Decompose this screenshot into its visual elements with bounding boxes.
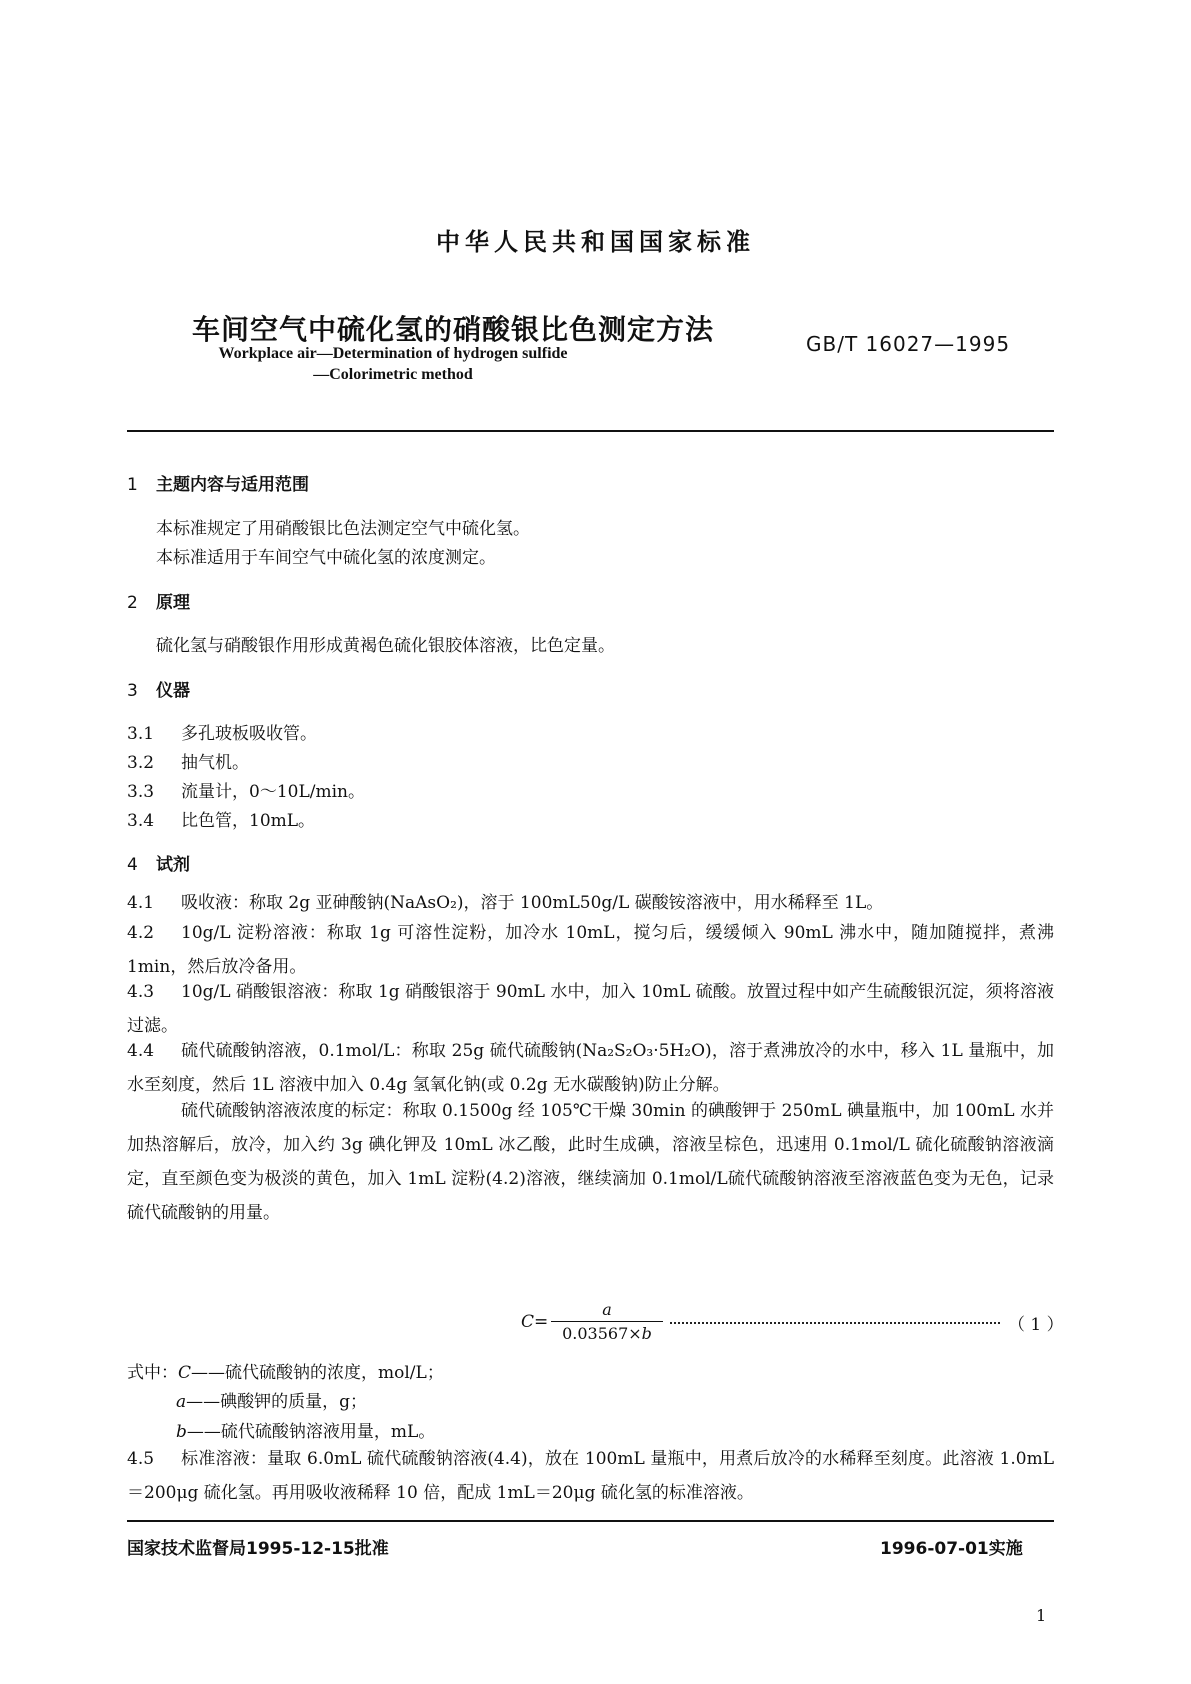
- item-text: 标准溶液：量取 6.0mL 硫代硫酸钠溶液(4.4)，放在 100mL 量瓶中，用煮后放冷的水稀释至刻度。此溶液 1.0mL＝200μg 硫化氢。再用吸收液稀释 10 倍，配成 1mL＝20μg 硫化氢的标准溶液。: [127, 1449, 1054, 1503]
- symbol-description: ——硫代硫酸钠溶液用量，mL。: [186, 1422, 436, 1442]
- item-number: 4.5: [127, 1449, 155, 1469]
- item-number: 3.4: [127, 811, 155, 831]
- paragraph: 本标准规定了用硝酸银比色法测定空气中硫化氢。: [156, 519, 530, 539]
- approval-info: 国家技术监督局1995-12-15批准: [127, 1539, 389, 1559]
- where-row: [127, 1358, 444, 1383]
- clause-4-3: [127, 975, 1054, 1043]
- document-title: 车间空气中硫化氢的硝酸银比色测定方法: [192, 313, 715, 346]
- english-title-line-2: —Colorimetric method: [313, 366, 473, 383]
- item-text: 多孔玻板吸收管。: [181, 724, 317, 744]
- header-rule: [127, 430, 1054, 432]
- section-title: 仪器: [156, 681, 190, 701]
- formula-denominator: [551, 1322, 663, 1343]
- item-number: 3.2: [127, 753, 155, 773]
- denominator-variable: b: [641, 1324, 652, 1343]
- list-item: [127, 748, 249, 773]
- clause-4-1: [127, 886, 1054, 920]
- standard-category-title: 中华人民共和国国家标准: [436, 228, 755, 256]
- clause-4-2: [127, 916, 1054, 984]
- item-text: 10g/L 淀粉溶液：称取 1g 可溶性淀粉，加冷水 10mL，搅匀后，缓缓倾入 90mL 沸水中，随加随搅拌，煮沸 1min，然后放冷备用。: [127, 923, 1054, 977]
- where-label: 式中：: [127, 1363, 178, 1383]
- equation-number: （ 1 ）: [1008, 1315, 1064, 1335]
- list-item: [127, 806, 315, 831]
- item-text: 流量计，0～10L/min。: [181, 782, 365, 802]
- item-text: 抽气机。: [181, 753, 249, 773]
- section-title: 主题内容与适用范围: [156, 475, 309, 495]
- item-text: 10g/L 硝酸银溶液：称取 1g 硝酸银溶于 90mL 水中，加入 10mL 硫酸。放置过程中如产生硫酸银沉淀，须将溶液过滤。: [127, 982, 1054, 1036]
- item-text: 比色管，10mL。: [181, 811, 316, 831]
- section-number: 1: [127, 475, 138, 495]
- item-number: 3.1: [127, 724, 155, 744]
- symbol: C: [178, 1363, 192, 1383]
- section-number: 4: [127, 855, 138, 875]
- paragraph: 本标准适用于车间空气中硫化氢的浓度测定。: [156, 548, 496, 568]
- list-item: [127, 777, 365, 802]
- leader-dots: [670, 1314, 1000, 1324]
- item-number: 4.2: [127, 923, 155, 943]
- item-text: 吸收液：称取 2g 亚砷酸钠(NaAsO₂)，溶于 100mL50g/L 碳酸铵溶液中，用水稀释至 1L。: [181, 893, 884, 913]
- list-item: [127, 719, 317, 744]
- section-1-heading: [127, 470, 309, 495]
- where-row: [176, 1417, 435, 1442]
- page-number: 1: [1036, 1606, 1047, 1625]
- english-title-line-1: Workplace air—Determination of hydrogen sulfide: [218, 345, 568, 362]
- standard-code: GB/T 16027—1995: [806, 332, 1011, 356]
- clause-4-4: [127, 1034, 1054, 1102]
- section-2-heading: [127, 588, 190, 613]
- symbol-description: ——碘酸钾的质量，g；: [186, 1392, 368, 1412]
- section-title: 试剂: [156, 855, 190, 875]
- section-title: 原理: [156, 593, 190, 613]
- paragraph: 硫化氢与硝酸银作用形成黄褐色硫化银胶体溶液，比色定量。: [156, 636, 615, 656]
- item-text: 硫代硫酸钠溶液，0.1mol/L：称取 25g 硫代硫酸钠(Na₂S₂O₃·5H₂O)，溶于煮沸放冷的水中，移入 1L 量瓶中，加水至刻度，然后 1L 溶液中加入 0.4g 氢氧化钠(或 0.2g 无水碳酸钠)防止分解。: [127, 1041, 1054, 1095]
- item-number: 4.3: [127, 982, 155, 1002]
- section-number: 2: [127, 593, 138, 613]
- item-number: 4.4: [127, 1041, 155, 1061]
- symbol: a: [176, 1392, 187, 1412]
- section-4-heading: [127, 850, 190, 875]
- item-number: 3.3: [127, 782, 155, 802]
- where-row: [176, 1387, 367, 1412]
- section-number: 3: [127, 681, 138, 701]
- formula-lhs: C=: [521, 1312, 549, 1332]
- footer-rule: [127, 1520, 1054, 1522]
- symbol: b: [176, 1422, 187, 1442]
- clause-4-5: [127, 1442, 1054, 1510]
- denominator-constant: 0.03567×: [562, 1324, 642, 1343]
- calibration-paragraph: 硫代硫酸钠溶液浓度的标定：称取 0.1500g 经 105℃干燥 30min 的碘酸钾于 250mL 碘量瓶中，加 100mL 水并加热溶解后，放冷，加入约 3g 碘化钾及 10mL 冰乙酸，此时生成碘，溶液呈棕色，迅速用 0.1mol/L 硫化硫酸钠溶液滴定，直至颜色变为极淡的黄色，加入 1mL 淀粉(4.2)溶液，继续滴加 0.1mol/L硫代硫酸钠溶液至溶液蓝色变为无色，记录硫代硫酸钠的用量。: [127, 1101, 1054, 1223]
- implementation-date: 1996-07-01实施: [880, 1539, 1023, 1559]
- item-number: 4.1: [127, 893, 155, 913]
- symbol-description: ——硫代硫酸钠的浓度，mol/L；: [191, 1363, 444, 1383]
- section-3-heading: [127, 676, 190, 701]
- formula-fraction: [551, 1300, 663, 1343]
- formula-numerator: a: [551, 1300, 663, 1322]
